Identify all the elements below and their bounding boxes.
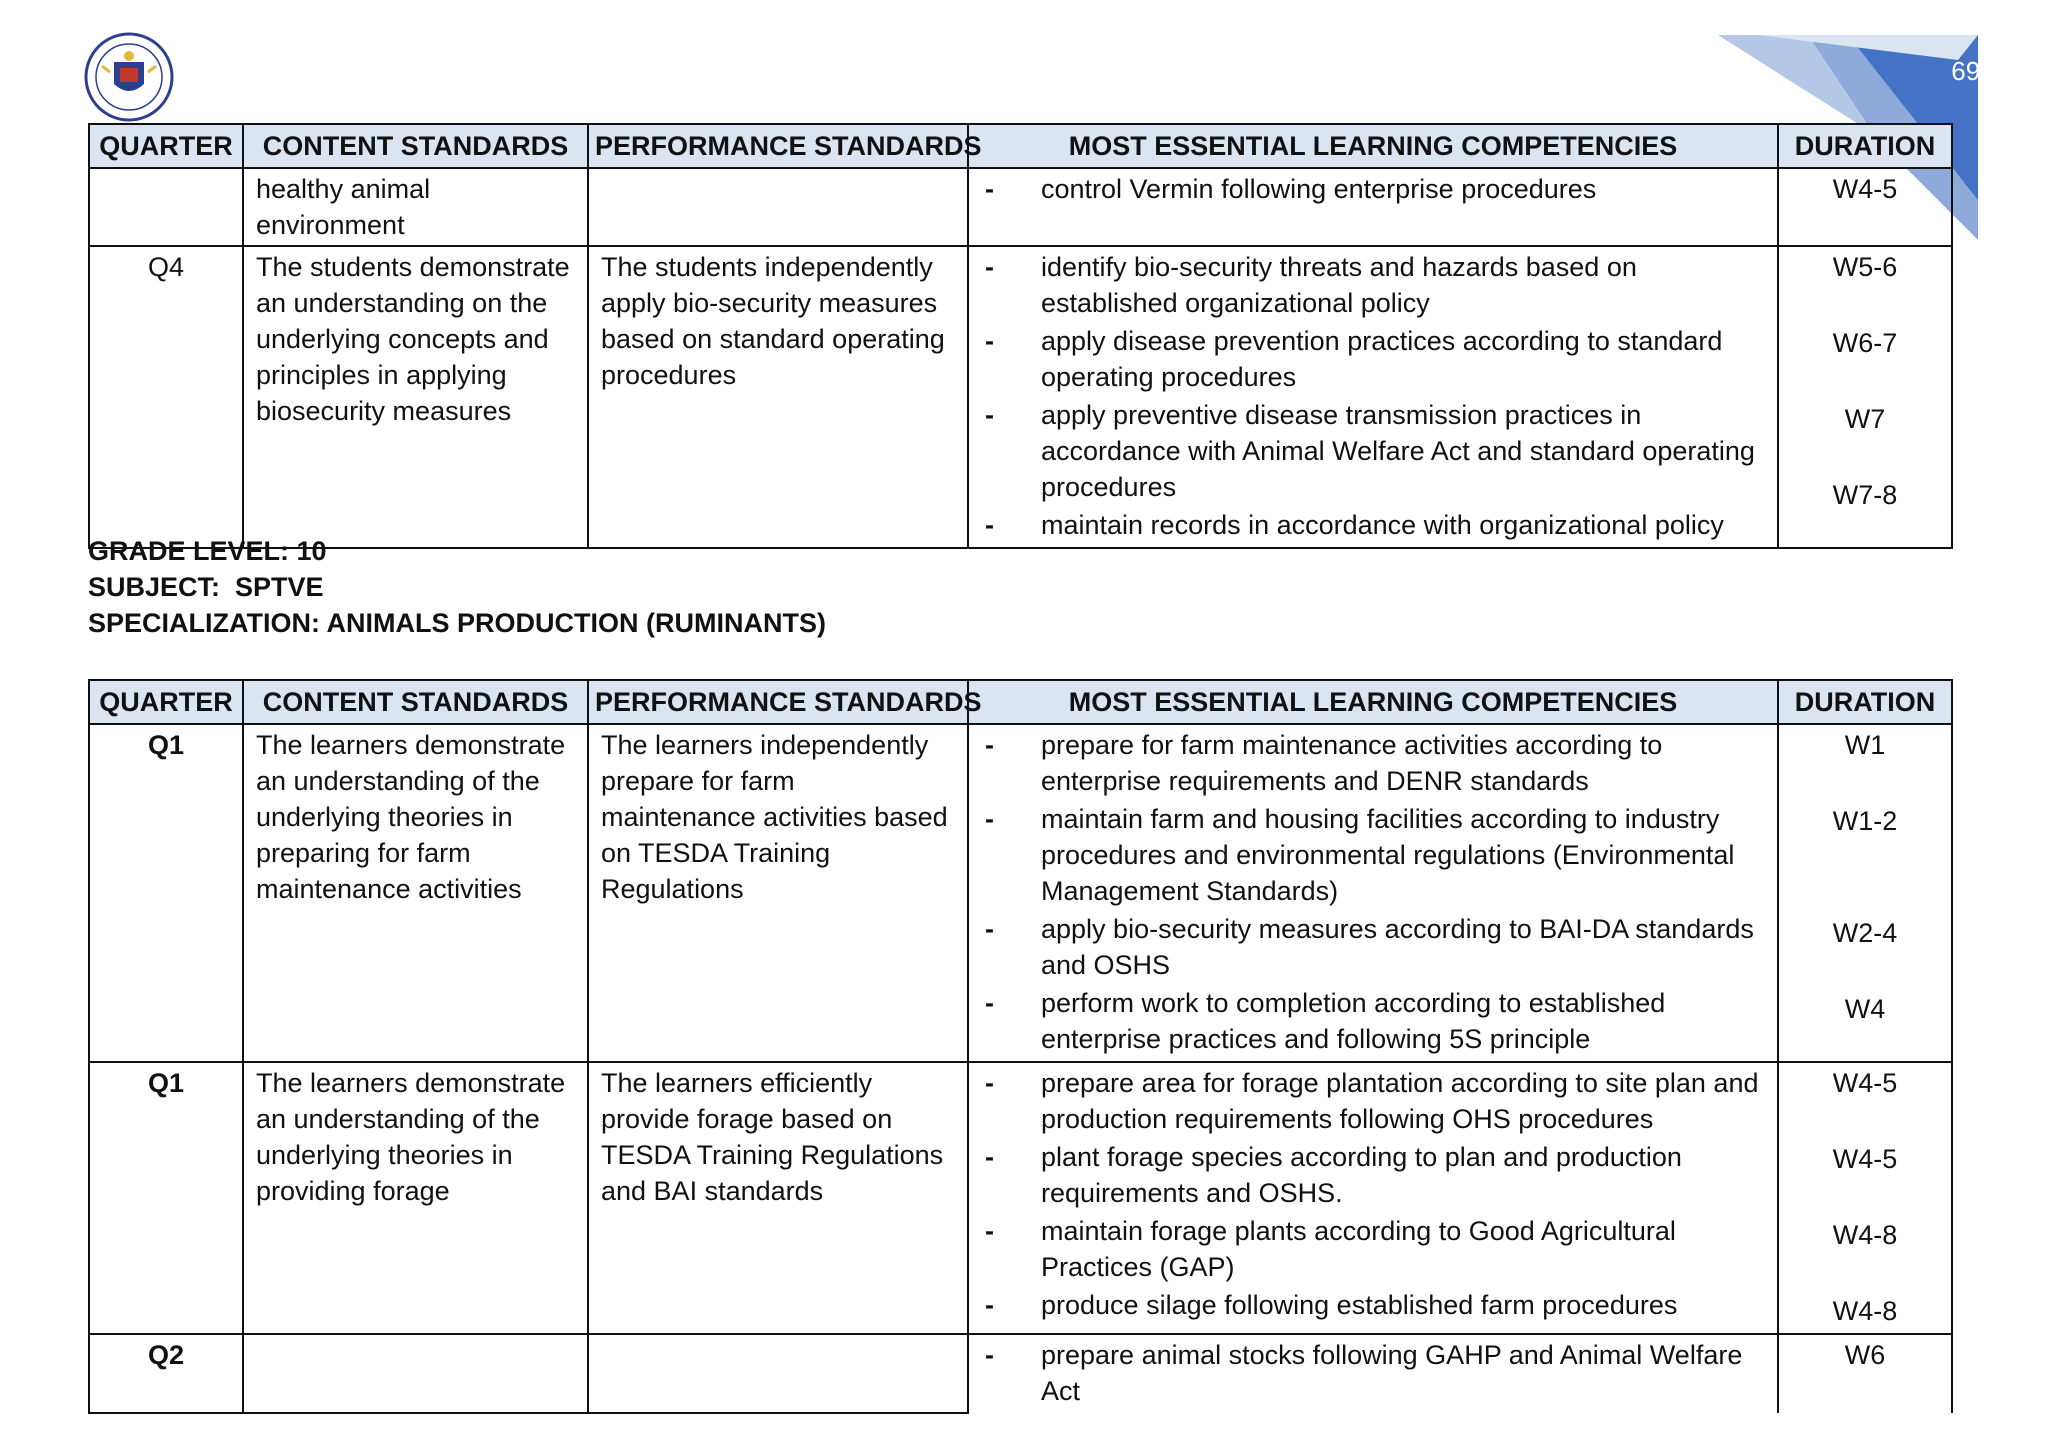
content-standard-cell: healthy animal environment bbox=[243, 168, 588, 246]
duration-item: W5-6 bbox=[1832, 252, 1898, 282]
quarter-cell: Q2 bbox=[89, 1334, 243, 1413]
competency-item: - maintain farm and housing facilities according to industry procedures and environmental regulations (Environmental Management Standards) bbox=[985, 804, 1735, 906]
header-content-standards: CONTENT STANDARDS bbox=[243, 680, 588, 724]
competencies-cell bbox=[968, 1062, 1778, 1334]
duration-item: W7 bbox=[1844, 404, 1886, 434]
duration-item: W1-2 bbox=[1832, 806, 1898, 836]
duration-item: W4-5 bbox=[1832, 174, 1898, 204]
competency-item: - apply disease prevention practices according to standard operating procedures bbox=[985, 326, 1723, 392]
competency-item: - plant forage species according to plan and production requirements and OSHS. bbox=[985, 1142, 1682, 1208]
duration-item: W7-8 bbox=[1832, 480, 1898, 510]
header-quarter: QUARTER bbox=[89, 680, 243, 724]
duration-item: W4 bbox=[1844, 994, 1886, 1024]
content-standard-cell: The learners demonstrate an understanding of the underlying theories in providing forage bbox=[243, 1062, 588, 1334]
duration-cell bbox=[1778, 724, 1952, 1062]
header-competencies: MOST ESSENTIAL LEARNING COMPETENCIES bbox=[968, 124, 1778, 168]
quarter-cell: Q1 bbox=[89, 1062, 243, 1334]
table-row bbox=[89, 724, 1952, 1062]
duration-item: W6-7 bbox=[1832, 328, 1898, 358]
quarter-cell bbox=[89, 168, 243, 246]
page-number: 697 bbox=[1951, 56, 1995, 86]
competency-table-2 bbox=[88, 679, 1953, 1414]
performance-standard-cell: The students independently apply bio-security measures based on standard operating procedures bbox=[588, 246, 968, 548]
performance-standard-cell bbox=[588, 168, 968, 246]
competency-item: - prepare for farm maintenance activities according to enterprise requirements and DENR standards bbox=[985, 730, 1663, 796]
competency-item: - perform work to completion according to established enterprise practices and following 5S principle bbox=[985, 988, 1666, 1054]
content-standard-cell: The students demonstrate an understanding on the underlying concepts and principles in applying biosecurity measures bbox=[243, 246, 588, 548]
duration-item: W4-8 bbox=[1832, 1220, 1898, 1250]
competencies-cell bbox=[968, 246, 1778, 548]
header-duration: DURATION bbox=[1778, 680, 1952, 724]
subject: SUBJECT: SPTVE bbox=[88, 572, 324, 602]
table-row bbox=[89, 1062, 1952, 1334]
header-content-standards: CONTENT STANDARDS bbox=[243, 124, 588, 168]
competency-item: - maintain forage plants according to Good Agricultural Practices (GAP) bbox=[985, 1216, 1676, 1282]
competency-item: - apply bio-security measures according to BAI-DA standards and OSHS bbox=[985, 914, 1754, 980]
table-header-row bbox=[89, 680, 1952, 724]
competencies-cell bbox=[968, 1334, 1778, 1413]
specialization: SPECIALIZATION: ANIMALS PRODUCTION (RUMINANTS) bbox=[88, 608, 826, 638]
duration-item: W4-8 bbox=[1832, 1296, 1898, 1326]
duration-item: W2-4 bbox=[1832, 918, 1898, 948]
competencies-cell bbox=[968, 168, 1778, 246]
header-performance-standards: PERFORMANCE STANDARDS bbox=[588, 124, 968, 168]
header-performance-standards: PERFORMANCE STANDARDS bbox=[588, 680, 968, 724]
competencies-cell bbox=[968, 724, 1778, 1062]
competency-item: - maintain records in accordance with organizational policy bbox=[985, 510, 1724, 540]
competency-table-1 bbox=[88, 123, 1953, 549]
table-row bbox=[89, 168, 1952, 246]
duration-item: W6 bbox=[1844, 1340, 1886, 1370]
document-meta bbox=[88, 533, 826, 641]
duration-item: W4-5 bbox=[1832, 1144, 1898, 1174]
quarter-cell: Q1 bbox=[89, 724, 243, 1062]
table-row bbox=[89, 246, 1952, 548]
competency-item: - produce silage following established farm procedures bbox=[985, 1290, 1678, 1320]
competency-item: - identify bio-security threats and hazards based on established organizational policy bbox=[985, 252, 1637, 318]
duration-cell bbox=[1778, 1062, 1952, 1334]
content-standard-cell bbox=[243, 1334, 588, 1413]
header-quarter: QUARTER bbox=[89, 124, 243, 168]
header-competencies: MOST ESSENTIAL LEARNING COMPETENCIES bbox=[968, 680, 1778, 724]
competency-item: - apply preventive disease transmission practices in accordance with Animal Welfare Act and standard operating procedures bbox=[985, 400, 1755, 502]
competency-item: - prepare area for forage plantation according to site plan and production requirements following OHS procedures bbox=[985, 1068, 1759, 1134]
duration-cell bbox=[1778, 1334, 1952, 1413]
duration-item: W4-5 bbox=[1832, 1068, 1898, 1098]
header-duration: DURATION bbox=[1778, 124, 1952, 168]
performance-standard-cell bbox=[588, 1334, 968, 1413]
duration-cell bbox=[1778, 168, 1952, 246]
performance-standard-cell: The learners efficiently provide forage based on TESDA Training Regulations and BAI standards bbox=[588, 1062, 968, 1334]
grade-level: GRADE LEVEL: 10 bbox=[88, 536, 327, 566]
deped-seal-logo bbox=[84, 32, 174, 122]
quarter-cell: Q4 bbox=[89, 246, 243, 548]
competency-item: - control Vermin following enterprise procedures bbox=[985, 174, 1597, 204]
content-standard-cell: The learners demonstrate an understanding of the underlying theories in preparing for farm maintenance activities bbox=[243, 724, 588, 1062]
performance-standard-cell: The learners independently prepare for farm maintenance activities based on TESDA Training Regulations bbox=[588, 724, 968, 1062]
competency-item: - prepare animal stocks following GAHP and Animal Welfare Act bbox=[985, 1340, 1743, 1406]
duration-item: W1 bbox=[1844, 730, 1886, 760]
duration-cell bbox=[1778, 246, 1952, 548]
table-row bbox=[89, 1334, 1952, 1413]
table-header-row bbox=[89, 124, 1952, 168]
